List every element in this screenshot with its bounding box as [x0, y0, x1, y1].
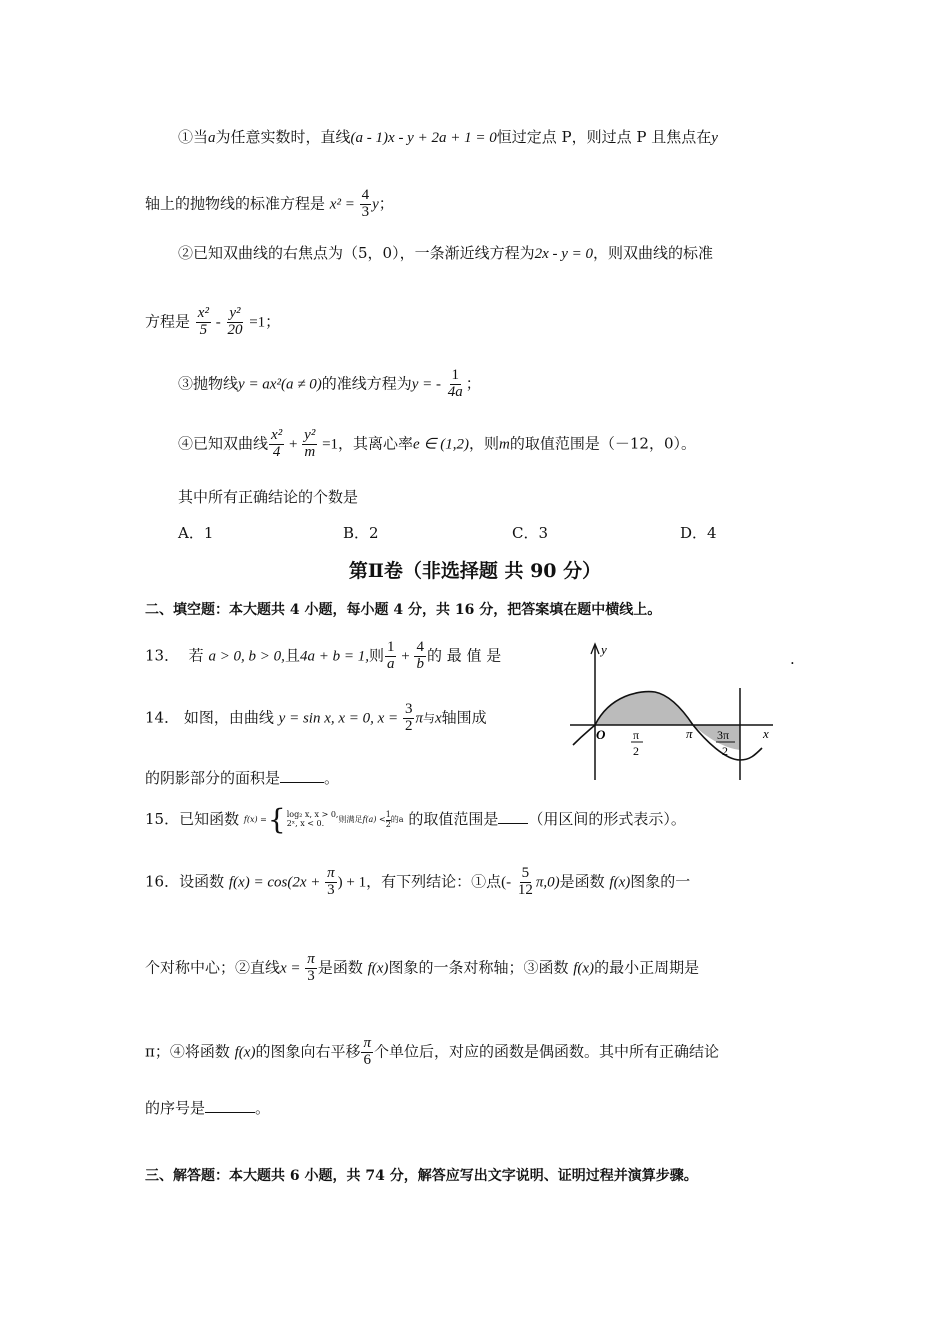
sine-graph: [565, 640, 780, 785]
option-d: D．4: [680, 524, 717, 542]
x-axis-label: x: [763, 726, 769, 741]
tick-pi: π: [686, 726, 693, 741]
item-2-line2: 方程是 $\frac{\text{x²}}{5}$ - $\frac{\text{y²}}{20}$ =1；: [145, 305, 281, 338]
answer-blank-14[interactable]: [280, 768, 324, 783]
tick-pi-half-num: π: [633, 728, 640, 742]
option-c: C．3: [512, 524, 549, 542]
question-16-line2: 个对称中心；②直线x = $\frac{\pi}{3}$ 是函数 f(x)图象的一条对称轴；③函数 f(x)的最小正周期是: [145, 951, 700, 984]
answer-blank-15[interactable]: [498, 809, 528, 824]
item-2-line1: ②已知双曲线的右焦点为（5，0），一条渐近线方程为2x - y = 0，则双曲线的标准: [178, 244, 714, 262]
item-3: ③抛物线y = ax²(a ≠ 0)的准线方程为y = - $\frac{1}{4a}$ ；: [178, 367, 481, 400]
question-13: 13． 若 a > 0, b > 0,且4a + b = 1,则 $\frac{1}{a}$ + $\frac{4}{b}$ 的 最 值 是: [145, 639, 502, 672]
question-14-line2: 的阴影部分的面积是 。: [145, 769, 340, 787]
section-2-title: 第Ⅱ卷（非选择题 共 90 分）: [348, 560, 602, 582]
part-3-heading: 三、解答题：本大题共 6 小题，共 74 分，解答应写出文字说明、证明过程并演算步骤。: [145, 1168, 698, 1184]
y-axis-label: y: [601, 642, 607, 657]
item-1-line1: ①当a为任意实数时，直线(a - 1)x - y + 2a + 1 = 0恒过定点 P，则过点 P 且焦点在y: [178, 128, 718, 146]
item-4: ④已知双曲线 $\frac{\text{x²}}{4}$ + $\frac{\text{y²}}{m}$ =1，其离心率e ∈ (1,2)，则m的取值范围是（－12，0）。: [178, 427, 697, 460]
tick-three-pi-half-den: 2: [722, 744, 728, 758]
question-16-line3: π；④将函数 f(x)的图象向右平移 $\frac{\pi}{6}$ 个单位后，对应的函数是偶函数。其中所有正确结论: [145, 1035, 720, 1068]
option-a: A．1: [178, 524, 214, 542]
origin-label: O: [596, 727, 606, 742]
tick-three-pi-half-num: 3π: [717, 728, 730, 742]
answer-blank-16[interactable]: [205, 1098, 255, 1113]
question-12-prompt: 其中所有正确结论的个数是: [178, 488, 359, 506]
question-16-line1: 16．设函数 f(x) = cos(2x + $\frac{\pi}{3}$ ) + 1，有下列结论：①点(- $\frac{5}{12}$ π,0)是函数 f(x)图象的一: [145, 865, 691, 898]
question-16-line4: 的序号是 。: [145, 1099, 271, 1117]
part-2-heading: 二、填空题：本大题共 4 小题，每小题 4 分，共 16 分，把答案填在题中横线上。: [145, 602, 662, 618]
shaded-region-positive: [595, 692, 693, 725]
option-b: B．2: [343, 524, 379, 542]
question-13-end: .: [790, 650, 795, 668]
question-15: 15．已知函数 f(x) = { log₂ x, x > 0, 2ˣ, x < 0. 则满足 f(a) < 1 2 的a 的取值范围是 （用区间的形式表示）。: [145, 803, 686, 836]
tick-pi-half-den: 2: [633, 744, 639, 758]
question-14-line1: 14． 如图，由曲线 y = sin x, x = 0, x = $\frac{3}{2}$ π与x轴围成: [145, 701, 487, 734]
piecewise-function: f(x) = { log₂ x, x > 0, 2ˣ, x < 0. 则满足 f(a) < 1 2 的a: [243, 803, 404, 836]
item-1-line2: 轴上的抛物线的标准方程是 x² = $\frac{4}{3}$ y；: [145, 187, 394, 220]
